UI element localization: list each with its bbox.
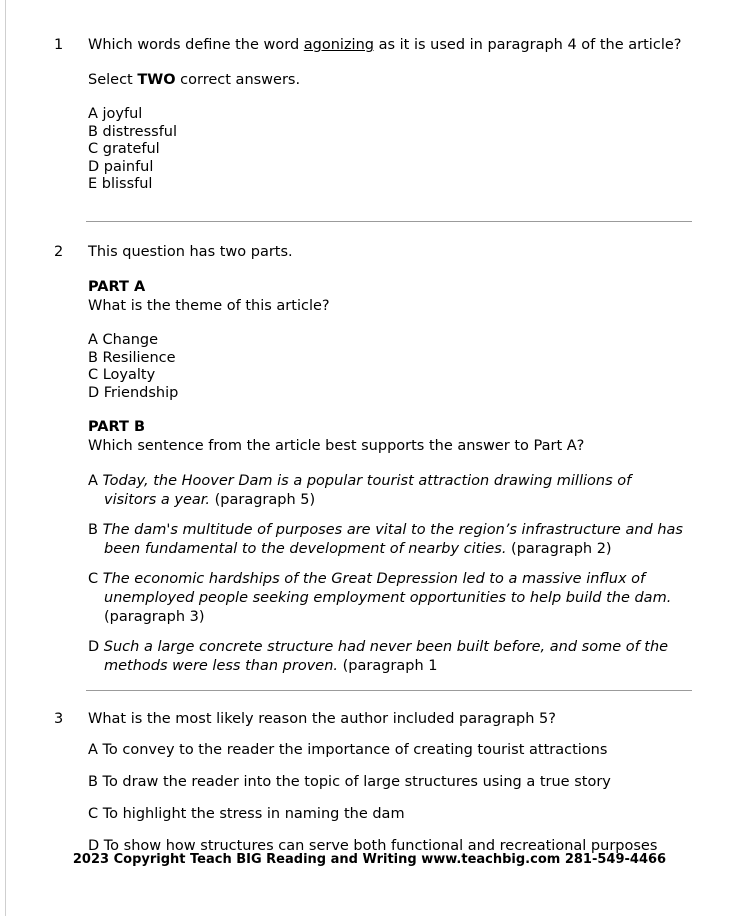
answer-option[interactable]: C To highlight the stress in naming the dam [88,806,405,822]
answer-option[interactable]: D To show how structures can serve both functional and recreational purposes [88,838,658,854]
answer-option[interactable]: A Change [88,332,159,348]
answer-option[interactable]: D painful [88,158,154,175]
answer-option-quote: Such a large concrete structure had never been built before, and some of the methods were less than proven. [103,639,669,674]
spacer [88,90,688,106]
answer-option[interactable]: B distressful [88,123,178,140]
answer-option-letter: A [88,473,98,489]
answer-option-citation: (paragraph 1 [338,658,438,674]
part-a-options [88,332,688,402]
answer-option-citation: (paragraph 5) [210,492,316,508]
question-1-instruction-after: correct answers. [175,72,301,88]
question-1-number: 1 [54,37,64,53]
section-divider-1 [86,221,692,222]
question-1-instruction [88,71,688,90]
question-3-stem: What is the most likely reason the author included paragraph 5? [88,711,556,727]
spacer [88,316,688,332]
answer-option[interactable]: A To convey to the reader the importance of creating tourist attractions [88,742,608,758]
answer-option[interactable] [88,638,688,676]
answer-option-letter: D [88,639,100,655]
question-3-options [88,741,688,856]
answer-option[interactable]: B To draw the reader into the topic of large structures using a true story [88,774,611,790]
answer-option-quote: Today, the Hoover Dam is a popular tourist attraction drawing millions of visitors a year. [102,473,632,508]
answer-option[interactable]: B Resilience [88,349,176,366]
part-a-heading: PART A [88,279,146,295]
answer-option[interactable] [88,521,688,559]
question-1-body [88,36,688,194]
answer-option-quote: The dam's multitude of purposes are vital to the region’s infrastructure and has been fundamental to the development of nearby cities. [102,522,683,557]
question-2-number: 2 [54,244,64,260]
part-b-prompt: Which sentence from the article best supports the answer to Part A? [88,438,585,454]
question-2-body [88,243,688,676]
answer-option[interactable]: C Loyalty [88,367,156,383]
question-1-underlined-term: agonizing [303,37,374,53]
answer-option[interactable]: D Friendship [88,384,179,401]
part-b-heading: PART B [88,419,146,435]
spacer [88,402,688,418]
question-1-stem-text-before: Which words define the word [88,37,304,53]
question-1-stem [88,36,688,55]
question-3-body [88,710,688,869]
section-divider-2 [86,690,692,691]
question-1-instruction-emphasis: TWO [137,72,176,88]
answer-option-letter: B [88,522,98,538]
spacer [88,262,688,278]
answer-option[interactable] [88,472,688,510]
spacer [88,456,688,472]
answer-option[interactable] [88,570,688,627]
part-b-options [88,472,688,676]
question-2-stem: This question has two parts. [88,244,293,260]
answer-option-citation: (paragraph 2) [506,541,612,557]
spacer [88,55,688,71]
question-1-instruction-before: Select [88,72,138,88]
copyright-footer: 2023 Copyright Teach BIG Reading and Writing www.teachbig.com 281-549-4466 [72,852,667,867]
question-1-stem-text-after: as it is used in paragraph 4 of the article? [373,37,682,53]
answer-option[interactable]: E blissful [88,176,153,192]
answer-option-letter: C [88,571,99,587]
question-3-number: 3 [54,711,64,727]
spacer [88,729,688,741]
answer-option-quote: The economic hardships of the Great Depression led to a massive influx of unemployed people seeking employment opportunities to help build the dam. [102,571,672,606]
page-left-border [5,0,6,916]
answer-option-citation: (paragraph 3) [104,609,205,625]
part-a-prompt: What is the theme of this article? [88,298,330,314]
question-1-options [88,106,688,194]
answer-option[interactable]: A joyful [88,106,143,122]
answer-option[interactable]: C grateful [88,141,160,157]
